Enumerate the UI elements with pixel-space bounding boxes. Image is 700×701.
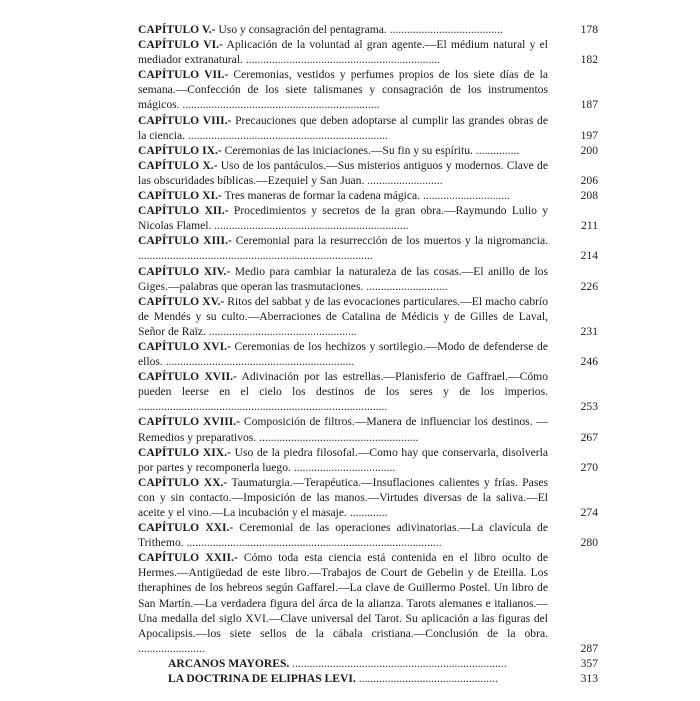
page-number: 313 bbox=[580, 672, 598, 686]
chapter-title: Aplicación de la voluntad al gran agente.—El médium natural y el mediador extranatural. ................................................................... bbox=[138, 38, 548, 67]
chapter-title: Ceremonial para la resurrección de los muertos y la nigromancia. ................................................................................. bbox=[138, 234, 548, 263]
toc-entry bbox=[138, 445, 598, 475]
table-of-contents bbox=[138, 22, 598, 686]
page-number: 267 bbox=[580, 430, 598, 444]
page-number: 270 bbox=[580, 460, 598, 474]
toc-entry bbox=[138, 520, 598, 550]
chapter-label: CAPÍTULO XVII.- bbox=[138, 370, 237, 384]
chapter-label: CAPÍTULO XXII.- bbox=[138, 551, 238, 565]
chapter-title: Uso de la piedra filosofal.—Como hay que conservarla, disolverla por partes y recomponerla luego. ................................... bbox=[138, 445, 548, 474]
toc-entry bbox=[138, 113, 598, 143]
toc-entry bbox=[138, 369, 598, 414]
toc-entry bbox=[138, 671, 598, 686]
chapter-label: CAPÍTULO VI.- bbox=[138, 38, 223, 52]
chapter-label: CAPÍTULO XXI.- bbox=[138, 521, 234, 535]
chapter-title: Taumaturgia.—Terapéutica.—Insuflaciones calientes y frías. Pases con y sin contacto.—Imposición de las manos.—Virtudes diversas de la saliva.—El aceite y el vino.—La incubación y el masaje. ............. bbox=[138, 475, 548, 519]
page-number: 208 bbox=[580, 189, 598, 203]
chapter-label: CAPÍTULO X.- bbox=[138, 158, 218, 172]
page-number: 211 bbox=[581, 219, 598, 233]
page-number: 214 bbox=[580, 249, 598, 263]
page-number: 226 bbox=[580, 279, 598, 293]
toc-entry bbox=[138, 158, 598, 188]
chapter-label: CAPÍTULO XV.- bbox=[138, 294, 225, 308]
toc-entry bbox=[138, 294, 598, 339]
chapter-label: CAPÍTULO XVIII.- bbox=[138, 415, 241, 429]
chapter-title: Composición de filtros.—Manera de influenciar los destinos. — Remedios y preparativos. ....................................................... bbox=[138, 415, 548, 444]
page-number: 357 bbox=[580, 656, 598, 670]
chapter-label: CAPÍTULO XIX.- bbox=[138, 445, 231, 459]
toc-entry bbox=[138, 143, 598, 158]
toc-entry bbox=[138, 475, 598, 520]
chapter-label: CAPÍTULO VIII.- bbox=[138, 113, 232, 127]
page-number: 178 bbox=[580, 23, 598, 36]
chapter-title: Uso y consagración del pentagrama. ....................................... bbox=[215, 23, 503, 36]
chapter-title: Medio para cambiar la naturaleza de las cosas.—El anillo de los Giges.—palabras que operan las trasmutaciones. ............................ bbox=[138, 264, 548, 293]
toc-entry bbox=[138, 414, 598, 444]
chapter-title: Ritos del sabbat y de las evocaciones particulares.—El macho cabrío de Mendés y su culto.—Aberraciones de Catalina de Médicis y de Gilles de Laval, Señor de Raïz. ................................................... bbox=[138, 294, 549, 338]
chapter-label: CAPÍTULO XX.- bbox=[138, 475, 228, 489]
chapter-label: CAPÍTULO XIII.- bbox=[138, 234, 232, 248]
toc-entry bbox=[138, 67, 598, 112]
page-number: 287 bbox=[580, 641, 598, 655]
chapter-title: Tres maneras de formar la cadena mágica. .............................. bbox=[221, 189, 510, 203]
toc-entry bbox=[138, 37, 598, 67]
chapter-label: CAPÍTULO VII.- bbox=[138, 68, 229, 82]
page-number: 280 bbox=[580, 536, 598, 550]
toc-entry bbox=[138, 656, 598, 671]
chapter-title: Precauciones que deben adoptarse al cumplir las grandes obras de la ciencia. ..................................................................... bbox=[138, 113, 548, 142]
chapter-label: CAPÍTULO XVI.- bbox=[138, 339, 231, 353]
page-number: 274 bbox=[580, 506, 598, 519]
toc-entry bbox=[138, 233, 598, 263]
chapter-title: Adivinación por las estrellas.—Planisferio de Gaffrael.—Cómo pueden leerse en el cielo los destinos de los seres y de los imperios. ...................................................................................... bbox=[138, 370, 548, 414]
chapter-label: CAPÍTULO V.- bbox=[138, 23, 216, 36]
toc-entry bbox=[138, 203, 598, 233]
chapter-label: ARCANOS MAYORES. bbox=[168, 656, 290, 670]
chapter-title: Ceremonias de los hechizos y sortilegio.—Modo de defenderse de ellos. ................................................................. bbox=[138, 339, 548, 369]
chapter-title: .......................................................................... bbox=[289, 656, 507, 670]
chapter-title: Procedimientos y secretos de la gran obra.—Raymundo Lulio y Nicolas Flamel. ................................................................... bbox=[138, 204, 548, 233]
page-number: 182 bbox=[580, 53, 598, 67]
chapter-title: Ceremonias de las iniciaciones.—Su fin y su espíritu. ............... bbox=[221, 143, 520, 157]
toc-entry bbox=[138, 188, 598, 203]
toc-entry bbox=[138, 264, 598, 294]
page-number: 200 bbox=[580, 143, 598, 157]
chapter-title: Cómo toda esta ciencia está contenida en el libro oculto de Hermes.—Antigüedad de este libro.—Trabajos de Court de Gebelin y de Eteilla. Los theraphines de los hebreos según Gaffarel.—La clave de Guillermo Postel. Un libro de San Martín.—La verdadera figura del árca de la alianza. Tarots alemanes e italianos.—Una medalla del siglo XVI.—Clave universal del Tarot. Su aplicación a las figuras del Apocalipsis.—los siete sellos de la cábala cristiana.—Conclusión de la obra. ....................... bbox=[138, 551, 549, 655]
chapter-label: CAPÍTULO IX.- bbox=[138, 143, 222, 157]
chapter-label: CAPÍTULO XII.- bbox=[138, 204, 229, 218]
toc-entry bbox=[138, 550, 598, 656]
page-number: 206 bbox=[580, 173, 598, 187]
chapter-label: CAPÍTULO XIV.- bbox=[138, 264, 231, 278]
toc-entry bbox=[138, 339, 598, 369]
page-number: 197 bbox=[580, 128, 598, 142]
page-number: 187 bbox=[580, 98, 598, 112]
chapter-label: CAPÍTULO XI.- bbox=[138, 189, 222, 203]
chapter-title: ................................................ bbox=[355, 672, 498, 686]
chapter-title: Ceremonial de las operaciones adivinatorias.—La clavícula de Trithemo. ........................................................................................ bbox=[138, 521, 548, 550]
chapter-label: LA DOCTRINA DE ELIPHAS LEVI. bbox=[168, 672, 356, 686]
page-number: 253 bbox=[580, 400, 598, 414]
chapter-title: Uso de los pantáculos.—Sus misterios antiguos y modernos. Clave de las obscuridades bíblicas.—Ezequiel y San Juan. .......................... bbox=[138, 158, 548, 187]
chapter-title: Ceremonias, vestidos y perfumes propios de los siete días de la semana.—Confección de los siete talismanes y consagración de los instrumentos mágicos. .................................................................... bbox=[138, 68, 548, 112]
toc-entry bbox=[138, 22, 598, 37]
page-number: 246 bbox=[580, 355, 598, 369]
page-number: 231 bbox=[580, 324, 598, 338]
